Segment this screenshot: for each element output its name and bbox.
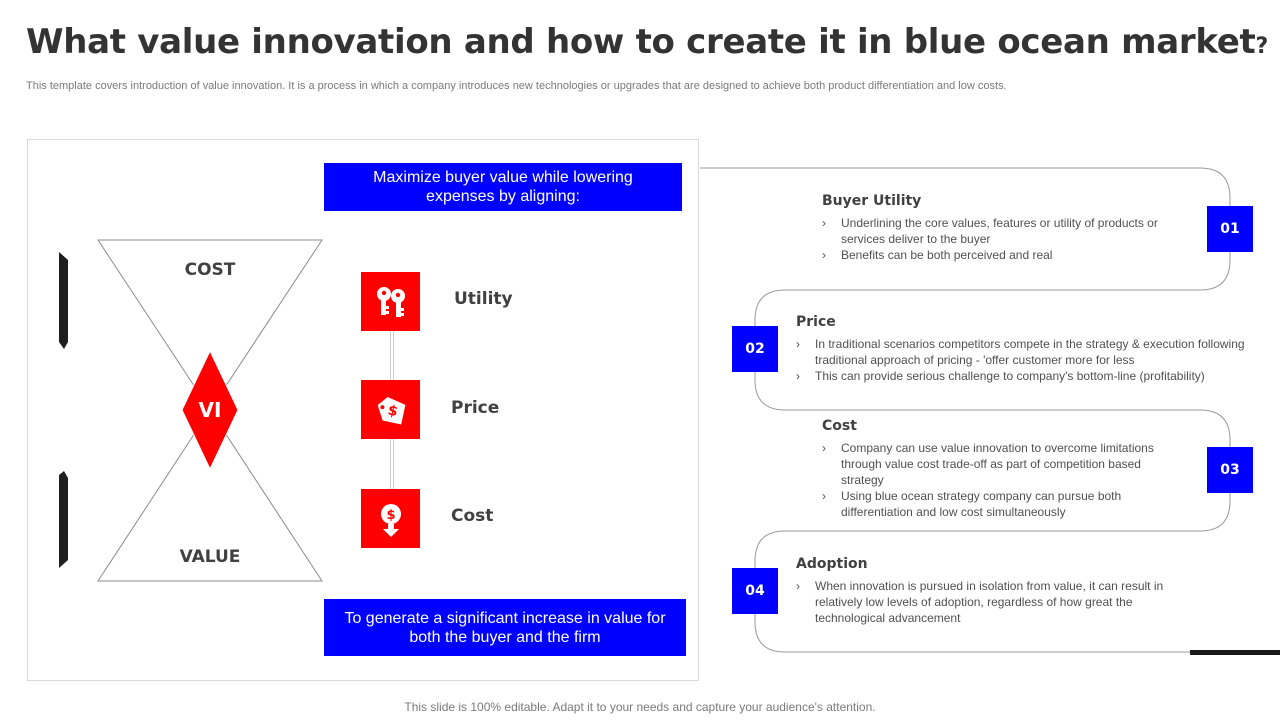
- step-card-adoption: [796, 556, 1191, 626]
- step-bullet: › Company can use value innovation to overcome limitations through value cost trade-off as part of competition based strategy: [822, 440, 1162, 488]
- price-label: Price: [451, 398, 500, 418]
- step-card-price: [796, 314, 1251, 384]
- step-number-04: 04: [732, 568, 778, 614]
- cost-label: COST: [184, 260, 236, 280]
- page-subtitle: This template covers introduction of value innovation. It is a process in which a company introduces new technologies or upgrades that are designed to achieve both product differentiation and low costs.: [26, 80, 1007, 92]
- step-title: Price: [796, 314, 836, 330]
- step-bullet: › Benefits can be both perceived and real: [822, 247, 1194, 263]
- cost-item-label: Cost: [451, 506, 494, 526]
- footer-note: This slide is 100% editable. Adapt it to your needs and capture your audience's attention.: [404, 700, 876, 714]
- top-goal-box: Maximize buyer value while lowering expenses by aligning:: [324, 163, 682, 211]
- step-title: Buyer Utility: [822, 193, 922, 209]
- step-number-03: 03: [1207, 447, 1253, 493]
- svg-text:$: $: [385, 402, 399, 420]
- step-number-01: 01: [1207, 206, 1253, 252]
- title-question-mark: ?: [1255, 34, 1268, 59]
- value-label: VALUE: [179, 547, 241, 567]
- step-bullet: › In traditional scenarios competitors compete in the strategy & execution following traditional approach of pricing - 'offer customer more for less: [796, 336, 1251, 368]
- step-bullet: › When innovation is pursued in isolation from value, it can result in relatively low levels of adoption, regardless of how great the technological advancement: [796, 578, 1191, 626]
- utility-label: Utility: [454, 289, 513, 309]
- bottom-goal-box: To generate a significant increase in value for both the buyer and the firm: [324, 599, 686, 656]
- step-bullet: › Underlining the core values, features or utility of products or services deliver to the buyer: [822, 215, 1194, 247]
- step-card-buyer-utility: [822, 193, 1194, 263]
- step-card-cost: [822, 418, 1162, 520]
- step-bullet: › Using blue ocean strategy company can pursue both differentiation and low cost simultaneously: [822, 488, 1162, 520]
- accent-bar: [1190, 650, 1280, 655]
- step-title: Adoption: [796, 556, 868, 572]
- step-number-02: 02: [732, 326, 778, 372]
- vi-label: VI: [198, 398, 222, 422]
- step-title: Cost: [822, 418, 857, 434]
- svg-text:$: $: [385, 507, 396, 523]
- step-bullet: › This can provide serious challenge to company's bottom-line (profitability): [796, 368, 1251, 384]
- title-text: What value innovation and how to create it in blue ocean market: [26, 22, 1256, 62]
